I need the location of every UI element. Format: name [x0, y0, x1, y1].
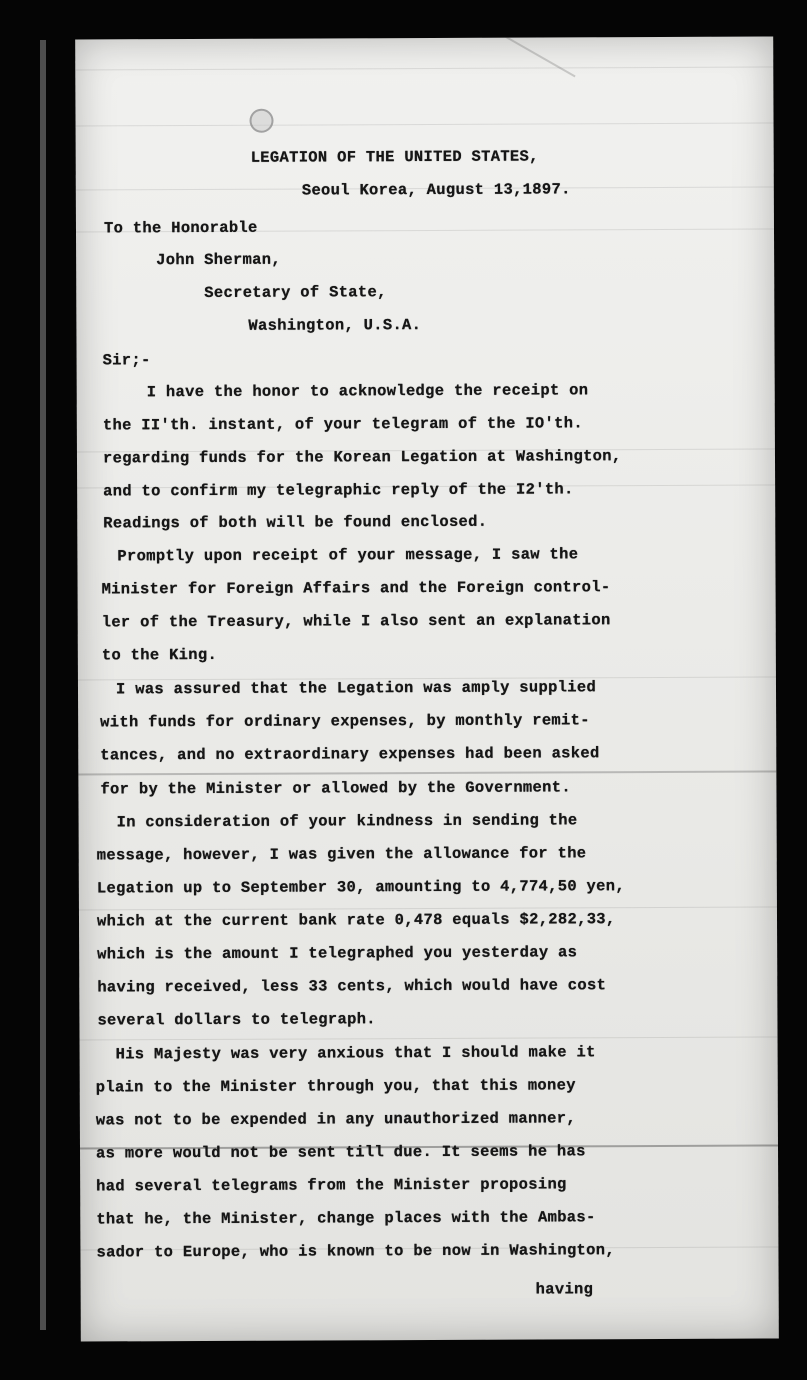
- body-line: had several telegrams from the Minister proposing: [96, 1175, 567, 1196]
- body-line: Minister for Foreign Affairs and the Foreign control-: [101, 578, 611, 599]
- body-line: Promptly upon receipt of your message, I saw the: [117, 545, 579, 566]
- body-line: the II'th. instant, of your telegram of the IO'th.: [102, 414, 583, 435]
- catchword: having: [535, 1280, 594, 1299]
- body-line: which at the current bank rate 0,478 equals $2,282,33,: [96, 910, 616, 931]
- page-edge-shadow: [40, 40, 46, 1330]
- body-line: regarding funds for the Korean Legation at Washington,: [102, 447, 622, 468]
- body-line: I was assured that the Legation was amply supplied: [115, 678, 597, 699]
- body-line: several dollars to telegraph.: [97, 1010, 376, 1030]
- body-line: as more would not be sent till due. It seems he has: [95, 1142, 586, 1163]
- body-line: tances, and no extraordinary expenses had been asked: [100, 744, 600, 765]
- body-line: with funds for ordinary expenses, by monthly remit-: [100, 711, 590, 732]
- body-line: In consideration of your kindness in sending the: [116, 811, 578, 832]
- address-line: To the Honorable: [103, 218, 258, 238]
- body-line: was not to be expended in any unauthorized manner,: [95, 1109, 576, 1130]
- paper-crease: [505, 36, 575, 77]
- body-line: plain to the Minister through you, that this money: [95, 1076, 576, 1097]
- ruling-line: [75, 66, 773, 70]
- address-line: Washington, U.S.A.: [248, 316, 422, 335]
- salutation: Sir;-: [102, 351, 151, 370]
- body-line: I have the honor to acknowledge the receipt on: [146, 381, 589, 402]
- body-line: message, however, I was given the allowance for the: [96, 844, 587, 865]
- dateline: Seoul Korea, August 13,1897.: [301, 180, 571, 200]
- body-line: having received, less 33 cents, which would have cost: [97, 976, 607, 997]
- address-line: John Sherman,: [156, 250, 281, 270]
- body-line: sador to Europe, who is known to be now in Washington,: [96, 1241, 615, 1262]
- address-line: Secretary of State,: [204, 283, 387, 302]
- letter-page: [75, 36, 779, 1341]
- ruling-line: [80, 1036, 778, 1040]
- ruling-line: [79, 906, 777, 910]
- punch-hole: [249, 109, 273, 133]
- body-line: Readings of both will be found enclosed.: [103, 512, 488, 533]
- body-line: Legation up to September 30, amounting to 4,774,50 yen,: [96, 877, 625, 898]
- body-line: ler of the Treasury, while I also sent an explanation: [101, 611, 611, 632]
- body-line: for by the Minister or allowed by the Government.: [100, 778, 571, 799]
- body-line: His Majesty was very anxious that I should make it: [115, 1043, 596, 1064]
- ruling-line: [76, 122, 774, 126]
- scan-artifact-line: [78, 770, 776, 775]
- body-line: and to confirm my telegraphic reply of the I2'th.: [103, 480, 574, 501]
- body-line: that he, the Minister, change places with the Ambas-: [96, 1208, 596, 1229]
- letterhead-title: LEGATION OF THE UNITED STATES,: [250, 147, 539, 167]
- body-line: to the King.: [101, 645, 218, 665]
- body-line: which is the amount I telegraphed you yesterday as: [97, 943, 578, 964]
